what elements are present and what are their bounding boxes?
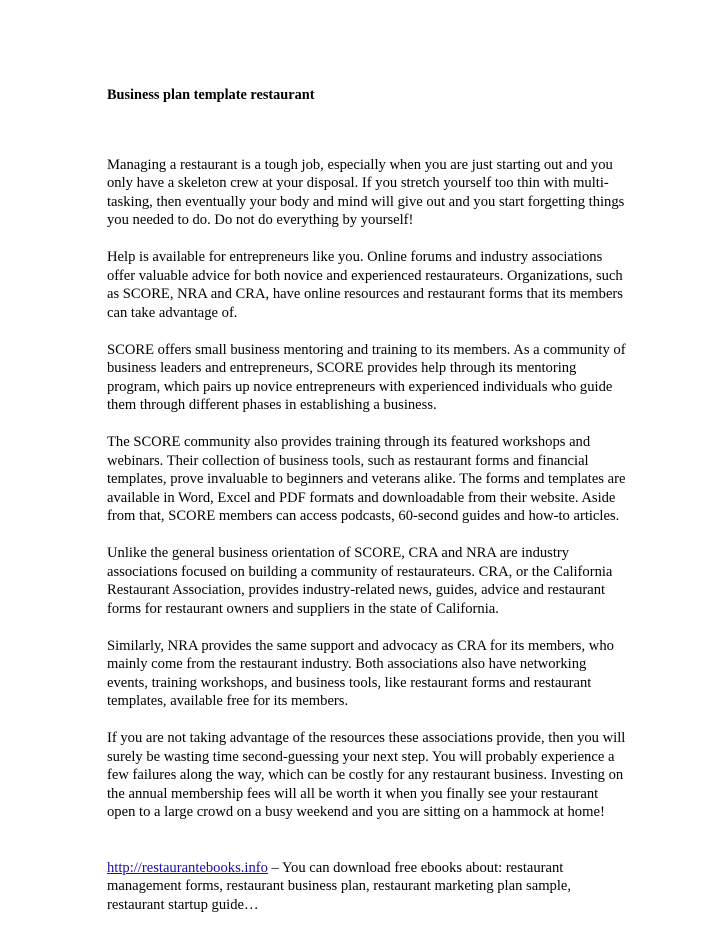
paragraph-2: Help is available for entrepreneurs like you. Online forums and industry associations offer valuable advice for both novice and experienced restaurateurs. Organizations, such as SCORE, NRA and CRA, have online resources and restaurant forms that its members can take advantage of. bbox=[107, 249, 623, 321]
document-title: Business plan template restaurant bbox=[107, 87, 315, 103]
paragraph-6: Similarly, NRA provides the same support and advocacy as CRA for its members, who mainly come from the restaurant industry. Both associations also have networking events, training workshops, and business tools, like restaurant forms and restaurant templates, available free for its members. bbox=[107, 637, 614, 709]
paragraph-5: Unlike the general business orientation of SCORE, CRA and NRA are industry associations focused on building a community of restaurateurs. CRA, or the California Restaurant Association, provides industry-related news, guides, advice and restaurant forms for restaurant owners and suppliers in the state of California. bbox=[107, 545, 613, 617]
ebooks-link[interactable]: http://restaurantebooks.info bbox=[107, 859, 268, 876]
document-body bbox=[107, 86, 627, 914]
footer-text: – You can download free ebooks about: restaurant management forms, restaurant business plan, restaurant marketing plan sample, restaurant startup guide… bbox=[107, 859, 572, 913]
paragraph-7: If you are not taking advantage of the resources these associations provide, then you will surely be wasting time second-guessing your next step. You will probably experience a few failures along the way, which can be costly for any restaurant business. Investing on the annual membership fees will all be worth it when you finally see your restaurant open to a large crowd on a busy weekend and you are sitting on a hammock at home! bbox=[107, 730, 626, 820]
footer-note bbox=[107, 859, 627, 915]
paragraph-3: SCORE offers small business mentoring and training to its members. As a community of business leaders and entrepreneurs, SCORE provides help through its mentoring program, which pairs up novice entrepreneurs with experienced individuals who guide them through different phases in establishing a business. bbox=[107, 341, 626, 413]
paragraph-1: Managing a restaurant is a tough job, especially when you are just starting out and you only have a skeleton crew at your disposal. If you stretch yourself too thin with multi-tasking, then eventually your body and mind will give out and you start forgetting things you needed to do. Do not do everything by yourself! bbox=[107, 156, 625, 228]
paragraph-4: The SCORE community also provides training through its featured workshops and webinars. Their collection of business tools, such as restaurant forms and financial templates, prove invaluable to beginners and veterans alike. The forms and templates are available in Word, Excel and PDF formats and downloadable from their website. Aside from that, SCORE members can access podcasts, 60-second guides and how-to articles. bbox=[107, 434, 626, 524]
